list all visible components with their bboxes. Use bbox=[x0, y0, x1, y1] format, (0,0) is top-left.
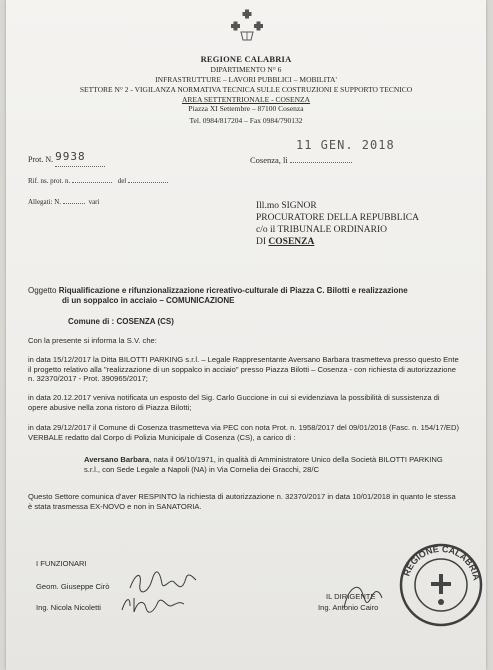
document-page bbox=[6, 0, 486, 670]
vari-label: vari bbox=[88, 198, 100, 206]
del-label: del bbox=[117, 177, 127, 185]
prot-number: 9938 bbox=[55, 150, 86, 163]
subject bbox=[28, 286, 408, 295]
paragraph-3: in data 29/12/2017 il Comune di Cosenza trasmetteva via PEC con nota Prot. n. 1958/2017 del 09/01/2018 (Fasc. n. 154/17/ED) VERBALE redatto dal Corpo di Polizia Municipale di Cosenza (CS), a carico di : bbox=[28, 423, 460, 442]
subject-line2: di un soppalco in acciaio – COMUNICAZIONE bbox=[62, 296, 235, 305]
manager-name: Ing. Antonio Cairo bbox=[318, 603, 379, 612]
department: DIPARTIMENTO N° 6 bbox=[210, 65, 282, 74]
allegati-field bbox=[28, 198, 99, 206]
region-crest-icon bbox=[227, 6, 267, 46]
paragraph-5: Questo Settore comunica d'aver RESPINTO la richiesta di autorizzazione n. 32370/2017 in data 10/01/2018 in quanto le stessa è stata trasmessa EX-NOVO e non in SANATORIA. bbox=[28, 492, 456, 511]
allegati-label: Allegati: N. bbox=[28, 198, 62, 206]
rif-field bbox=[28, 177, 168, 185]
paragraph-2: in data 20.12.2017 veniva notificata un esposto del Sig. Carlo Guccione in cui si evidenziava la possibilità di sussistenza di opere abusive nella zona ristoro di Piazza Bilotti; bbox=[28, 393, 440, 412]
phone: Tel. 0984/817204 – Fax 0984/790132 bbox=[189, 116, 303, 125]
place-date-label: Cosenza, lì bbox=[250, 155, 288, 165]
sector: SETTORE N° 2 - VIGILANZA NORMATIVA TECNICA SULLE COSTRUZIONI E SUPPORTO TECNICO bbox=[79, 85, 413, 94]
official-1: Geom. Giuseppe Cirò bbox=[36, 582, 110, 591]
paragraph-4: Aversano Barbara, nata il 06/10/1971, in qualità di Amministratore Unico della Società BILOTTI PARKING s.r.l., con Sede Legale a Napoli (NA) in Via Cornelia dei Gracchi, 28/C bbox=[84, 455, 443, 474]
person-name: Aversano Barbara bbox=[84, 455, 150, 464]
org-name: REGIONE CALABRIA bbox=[200, 54, 292, 64]
intro-text: Con la presente si informa la S.V. che: bbox=[28, 336, 157, 345]
recipient-line3: c/o il TRIBUNALE ORDINARIO bbox=[256, 225, 387, 235]
recipient-line1: Ill.mo SIGNOR bbox=[256, 201, 317, 211]
official-2: Ing. Nicola Nicoletti bbox=[36, 603, 101, 612]
recipient-city: COSENZA bbox=[268, 237, 315, 247]
officials-title: I FUNZIONARI bbox=[36, 559, 87, 568]
comune: Comune di : COSENZA (CS) bbox=[68, 317, 174, 326]
date-stamp: 11 GEN. 2018 bbox=[296, 138, 395, 152]
area: AREA SETTENTRIONALE - COSENZA bbox=[181, 95, 311, 104]
department-detail: INFRASTRUTTURE – LAVORI PUBBLICI – MOBILITA' bbox=[155, 75, 337, 84]
rif-label: Rif. ns. prot. n. bbox=[28, 177, 71, 185]
place-date bbox=[250, 155, 352, 165]
subject-label: Oggetto bbox=[28, 286, 57, 295]
subject-line1: Riqualificazione e rifunzionalizzazione ricreativo-culturale di Piazza C. Bilotti e realizzazione bbox=[58, 286, 408, 295]
prot-label: Prot. N. bbox=[28, 155, 54, 164]
signature-3 bbox=[336, 578, 386, 614]
prot-field bbox=[28, 152, 105, 166]
manager-title: IL DIRIGENTE bbox=[326, 592, 376, 601]
signature-2 bbox=[118, 592, 188, 616]
recipient-line2: PROCURATORE DELLA REPUBBLICA bbox=[256, 213, 419, 223]
official-stamp-icon bbox=[396, 540, 486, 630]
recipient-line4: DI COSENZA bbox=[256, 237, 315, 247]
paragraph-1: in data 15/12/2017 la Ditta BILOTTI PARKING s.r.l. – Legale Rappresentante Aversano Barbara trasmetteva presso questo Ente il progetto relativo alla "realizzazione di un soppalco in acciaio" presso Piazza Bilotti – Cosenza - con richiesta di autorizzazione n. 32370/2017 - Prot. 390965/2017; bbox=[28, 355, 459, 384]
svg-text:REGIONE CALABRIA: REGIONE CALABRIA bbox=[401, 543, 482, 582]
address: Piazza XI Settembre – 87100 Cosenza bbox=[188, 104, 304, 113]
